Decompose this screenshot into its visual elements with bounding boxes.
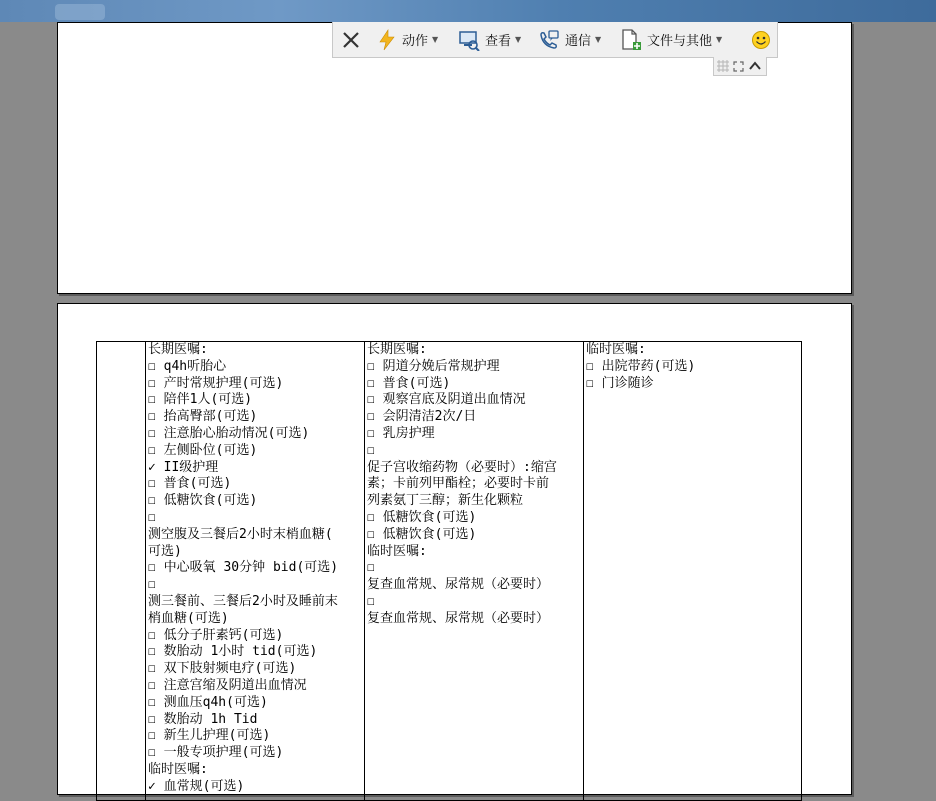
order-line: ☐ 乳房护理 <box>367 425 435 441</box>
order-line: 促子宫收缩药物（必要时）:缩宫 <box>367 459 557 475</box>
order-line: ☐ 低糖饮食(可选) <box>148 493 258 509</box>
phone-chat-icon <box>538 29 560 51</box>
order-line: 临时医嘱: <box>367 543 427 559</box>
order-line: ☐ 阴道分娩后常规护理 <box>367 358 500 374</box>
close-icon <box>341 30 361 50</box>
order-line: 梢血糖(可选) <box>148 610 229 626</box>
order-line: ☐ 普食(可选) <box>148 476 232 492</box>
files-and-other-menu-button[interactable] <box>620 22 722 57</box>
orders-column-1 <box>146 342 365 800</box>
view-menu-button[interactable] <box>458 22 521 57</box>
order-line: ✓ 血常规(可选) <box>148 778 245 794</box>
order-line: ☐ 数胎动 1h Tid <box>148 711 258 727</box>
order-line: ☐ 数胎动 1小时 tid(可选) <box>148 644 318 660</box>
document-page-2 <box>57 303 852 795</box>
order-line: ☐ 注意胎心胎动情况(可选) <box>148 425 310 441</box>
order-line: 长期医嘱: <box>367 342 427 357</box>
view-label: 查看 <box>485 34 512 49</box>
order-line: 临时医嘱: <box>586 342 646 357</box>
order-line: ☐ 门诊随诊 <box>586 375 654 391</box>
smiley-icon <box>751 30 771 50</box>
order-line: 素；卡前列甲酯栓；必要时卡前 <box>367 476 550 492</box>
order-line: ☐ 产时常规护理(可选) <box>148 375 284 391</box>
day-header-column <box>97 342 146 800</box>
communication-menu-button[interactable] <box>538 22 601 57</box>
actions-menu-button[interactable] <box>377 22 438 57</box>
order-line: ☐ 普食(可选) <box>367 375 451 391</box>
chevron-down-icon: ▼ <box>432 35 439 44</box>
order-line: 临时医嘱: <box>148 761 208 777</box>
title-bar-highlight <box>55 4 105 20</box>
order-line: ☐ 抬高臀部(可选) <box>148 409 258 425</box>
order-line: ☐ q4h听胎心 <box>148 358 227 374</box>
order-line: ☐ <box>367 593 375 609</box>
order-line: ☐ <box>367 560 375 576</box>
order-line: ☐ 会阴清洁2次/日 <box>367 409 477 425</box>
order-line: 列素氨丁三醇；新生化颗粒 <box>367 493 524 509</box>
clinical-pathway-orders-table <box>96 341 802 801</box>
close-toolbar-button[interactable] <box>341 22 361 57</box>
order-line: ☐ 观察宫底及阴道出血情况 <box>367 392 526 408</box>
toolbar-mini-controls <box>713 57 767 76</box>
order-line: 可选) <box>148 543 182 559</box>
order-line: ☐ 低糖饮食(可选) <box>367 509 477 525</box>
order-line: 复查血常规、尿常规（必要时） <box>367 577 550 593</box>
order-line: ☐ 一般专项护理(可选) <box>148 745 284 761</box>
orders-column-3 <box>584 342 802 800</box>
chevron-down-icon: ▼ <box>716 35 723 44</box>
expand-icon[interactable] <box>733 57 744 75</box>
order-line: ☐ 测血压q4h(可选) <box>148 694 268 710</box>
lightning-icon <box>377 29 397 51</box>
window-title-bar <box>0 0 936 22</box>
order-line: ☐ <box>367 442 375 458</box>
communication-label: 通信 <box>565 34 592 49</box>
order-line: ☐ 出院带药(可选) <box>586 358 696 374</box>
order-line: ☐ <box>148 577 156 593</box>
monitor-view-icon <box>458 29 480 51</box>
files-and-other-label: 文件与其他 <box>647 34 713 49</box>
order-line: ☐ 双下肢射频电疗(可选) <box>148 661 297 677</box>
actions-label: 动作 <box>402 34 429 49</box>
chevron-down-icon: ▼ <box>595 35 602 44</box>
order-line: ☐ 低糖饮食(可选) <box>367 526 477 542</box>
chevron-down-icon: ▼ <box>515 35 522 44</box>
order-line: ☐ 左侧卧位(可选) <box>148 442 258 458</box>
order-line: ✓ II级护理 <box>148 459 219 475</box>
order-line: ☐ 低分子肝素钙(可选) <box>148 627 284 643</box>
document-add-icon <box>620 29 642 51</box>
order-line: 长期医嘱: <box>148 342 208 357</box>
order-line: ☐ 注意宫缩及阴道出血情况 <box>148 677 307 693</box>
order-line: 测空腹及三餐后2小时末梢血糖( <box>148 526 333 542</box>
order-line: ☐ 新生儿护理(可选) <box>148 728 271 744</box>
order-line: ☐ <box>148 509 156 525</box>
order-line: 复查血常规、尿常规（必要时） <box>367 610 550 626</box>
orders-column-2 <box>365 342 584 800</box>
grip-icon[interactable] <box>717 57 729 75</box>
order-line: ☐ 陪伴1人(可选) <box>148 392 253 408</box>
emoji-feedback-button[interactable] <box>751 22 771 57</box>
reader-toolbar <box>332 22 778 58</box>
order-line: ☐ 中心吸氧 30分钟 bid(可选) <box>148 560 339 576</box>
order-line: 测三餐前、三餐后2小时及睡前末 <box>148 593 338 609</box>
chevron-up-icon[interactable] <box>748 57 762 75</box>
